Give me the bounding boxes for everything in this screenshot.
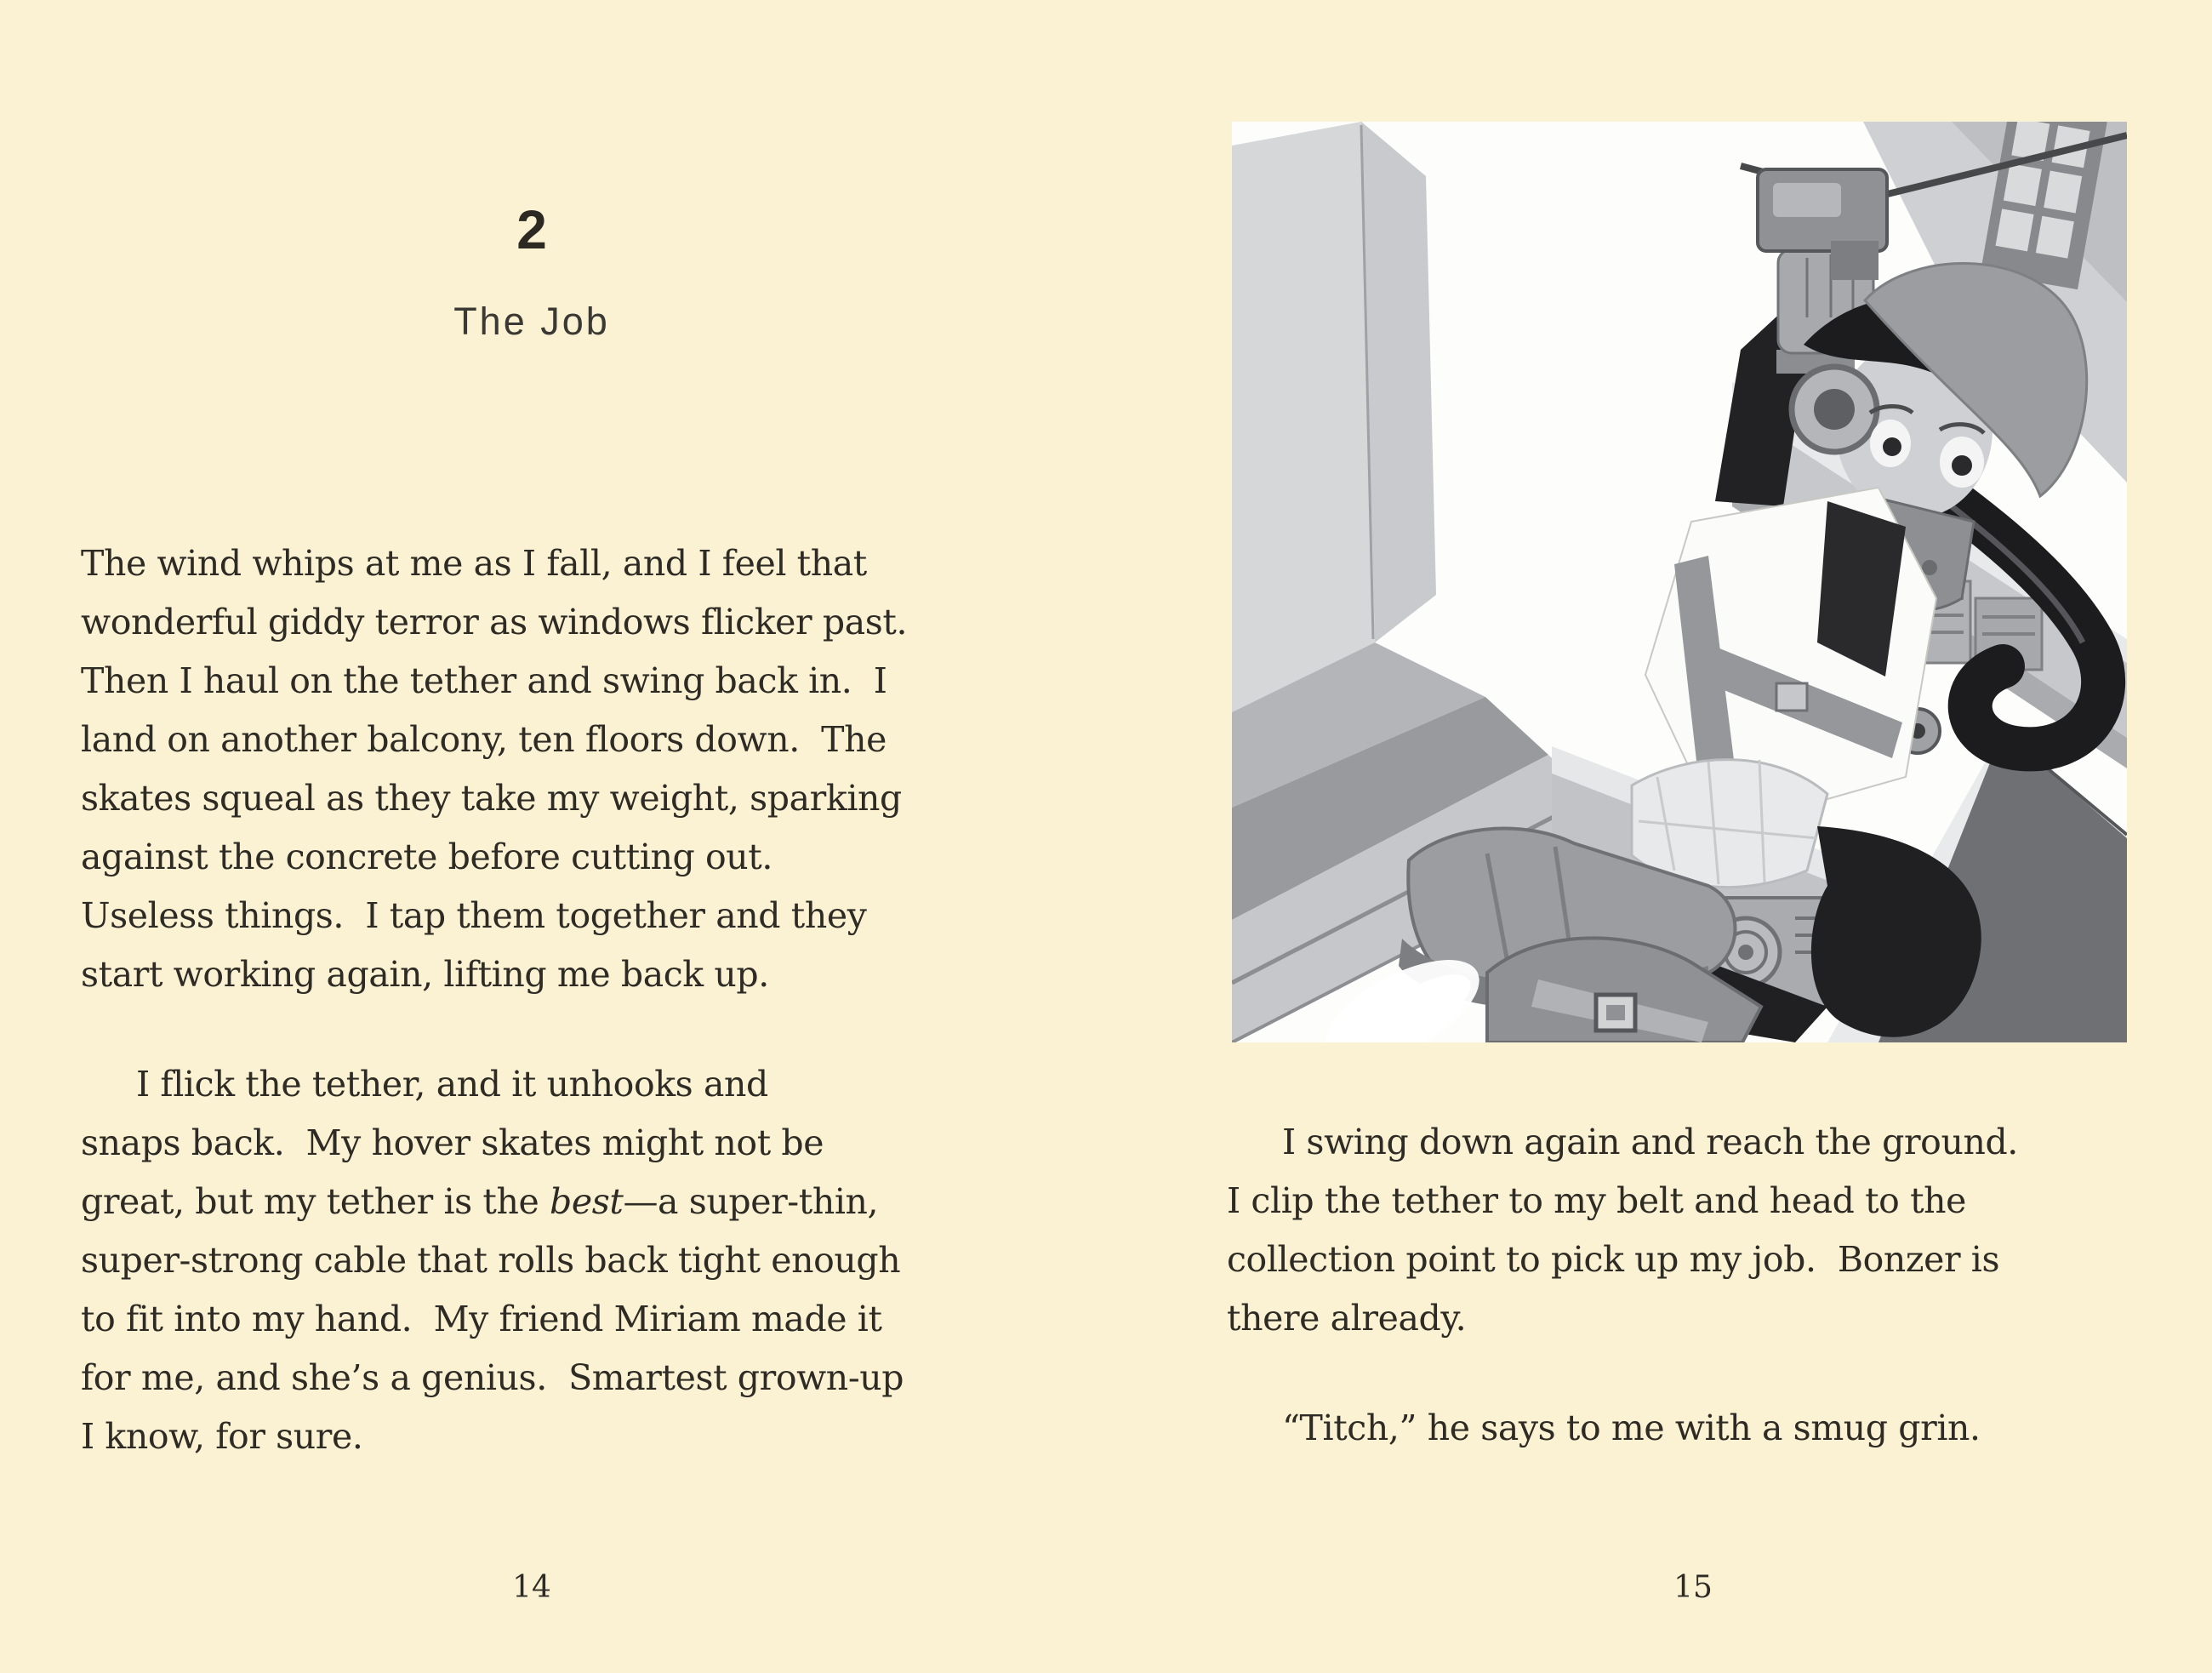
body-text-left (81, 534, 1097, 1517)
page-number-left: 14 (512, 1570, 551, 1605)
paragraph: “Titch,” he says to me with a smug grin. (1282, 1407, 1981, 1448)
chapter-title: The Job (453, 300, 610, 343)
body-text-right (1227, 1113, 2180, 1509)
paragraph: I swing down again and reach the ground. I clip the tether to my belt and head to the collection point to pick up my job. Bonzer is there already. (1227, 1122, 2018, 1339)
chapter-number: 2 (516, 199, 547, 260)
paragraph: I flick the tether, and it unhooks and snaps back. My hover skates might not be great, but my tether is the best—a super-thin, super-strong cable that rolls back tight enough to fit into my hand. My friend Miriam made it for me, and she’s a genius. Smartest grown-up I know, for sure. (81, 1064, 904, 1457)
goggles (1792, 367, 1877, 452)
illustration-canvas (1232, 122, 2127, 1042)
chapter-illustration (1232, 122, 2127, 1042)
paragraph: The wind whips at me as I fall, and I feel that wonderful giddy terror as windows flicker past. Then I haul on the tether and swing back in. I land on another balcony, ten floors down. The skates squeal as they take my weight, sparking against the concrete before cutting out. Useless things. I tap them together and they start working again, lifting me back up. (81, 543, 908, 995)
page-number-right: 15 (1673, 1570, 1713, 1605)
